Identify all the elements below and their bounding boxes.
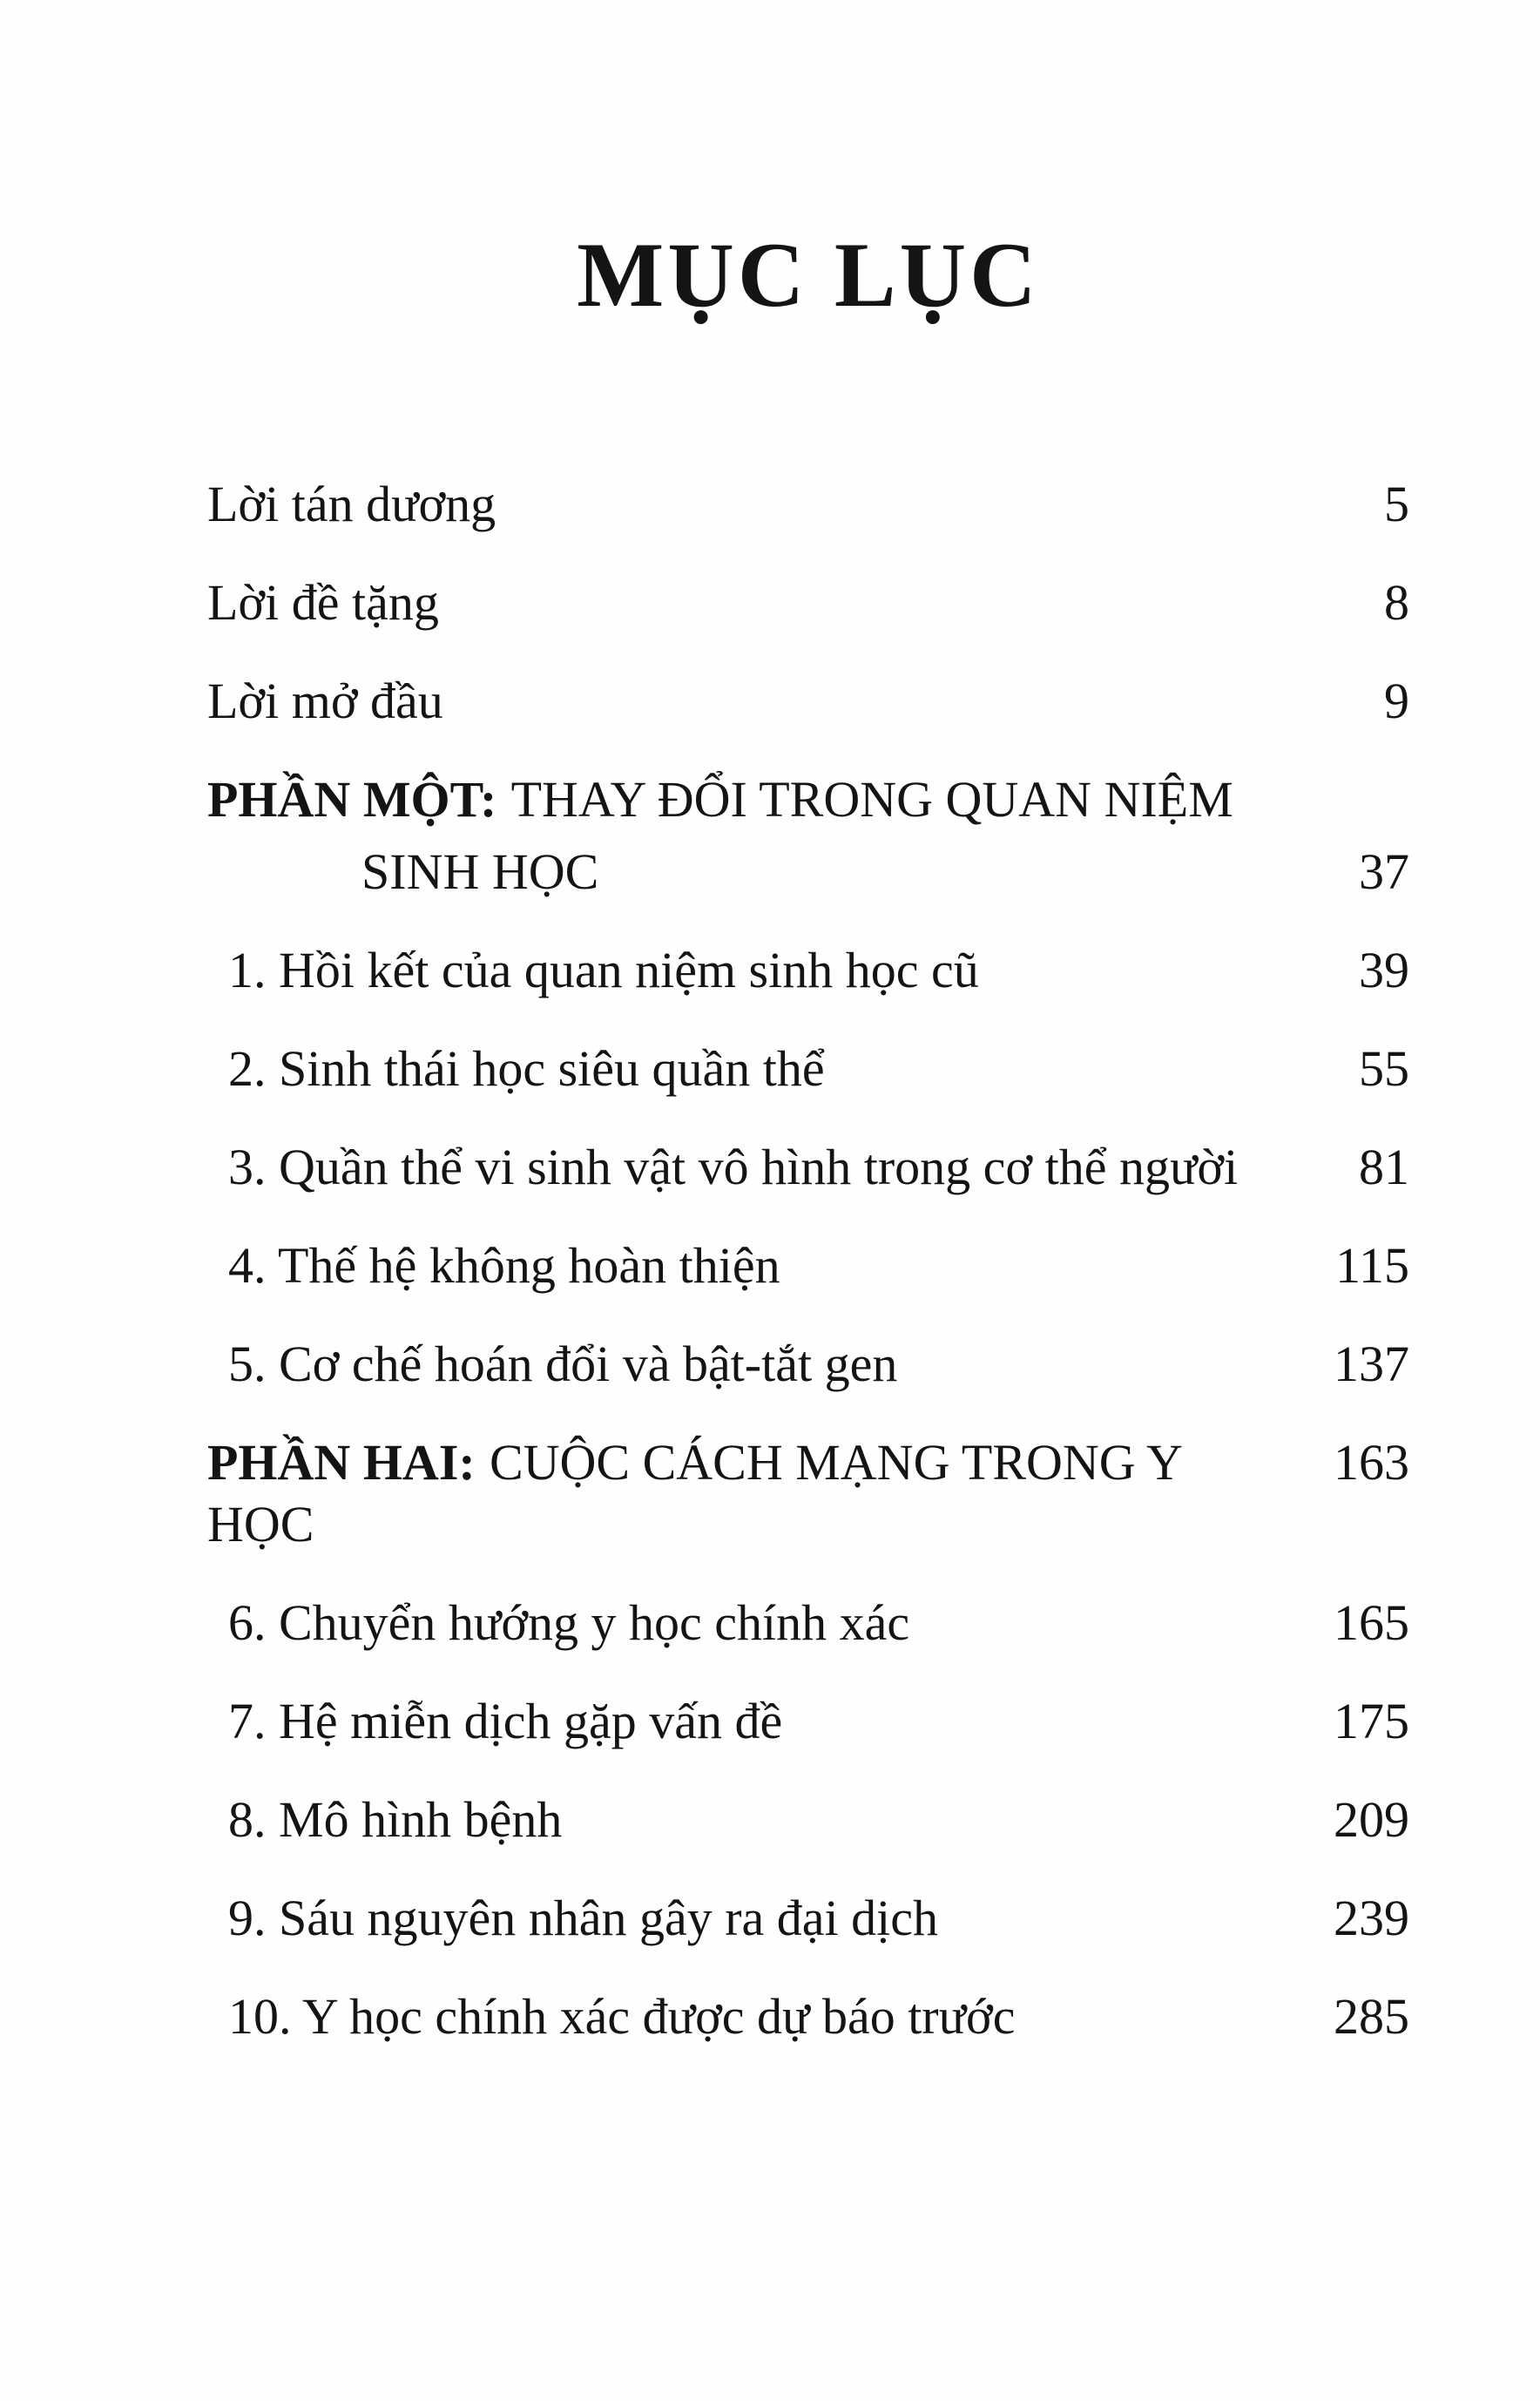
part-heading-line1 [207,1431,1409,1555]
toc-entry-label: 5. Cơ chế hoán đổi và bật-tắt gen [228,1335,898,1392]
part-label: PHẦN HAI: [207,1433,476,1491]
toc-entry-page: 55 [1359,1039,1409,1097]
toc-entry [207,670,1409,732]
toc-entry [207,1985,1409,2047]
part-title: THAY ĐỔI TRONG QUAN NIỆM [510,770,1233,828]
toc-entry-page: 115 [1335,1236,1409,1294]
toc-entry-page: 9 [1384,672,1409,729]
toc-entry-page: 137 [1334,1335,1409,1392]
toc-entry [207,1592,1409,1654]
toc-entry-page: 8 [1384,573,1409,631]
toc-entry-page: 163 [1334,1433,1409,1491]
toc-entry-part-two [207,1431,1409,1555]
toc-entry-label: 3. Quần thể vi sinh vật vô hình trong cơ thể người [228,1138,1239,1195]
toc-entry-page: 239 [1334,1889,1409,1946]
toc-entry-label: Lời mở đầu [207,672,443,729]
toc-entry-page: 5 [1384,475,1409,532]
toc-entry-label: 9. Sáu nguyên nhân gây ra đại dịch [228,1889,939,1946]
toc-entry [207,1038,1409,1099]
toc-entry [207,1887,1409,1949]
part-heading-line1 [207,768,1409,830]
toc-entry-label: 6. Chuyển hướng y học chính xác [228,1593,910,1651]
part-title-continued: SINH HỌC [361,842,599,900]
toc-entry-label: 7. Hệ miễn dịch gặp vấn đề [228,1692,783,1749]
part-heading-text [207,1431,1334,1555]
toc-entry-label: 4. Thế hệ không hoàn thiện [228,1236,780,1294]
toc-entry-page: 37 [1359,842,1409,900]
toc-entry-label: Lời đề tặng [207,573,439,631]
toc-entry [207,939,1409,1001]
toc-entry [207,473,1409,535]
toc-entry [207,1333,1409,1395]
page-title: MỤC LỤC [577,224,1040,326]
toc-entry-label: 10. Y học chính xác được dự báo trước [228,1987,1016,2045]
toc-entry [207,1136,1409,1198]
part-label: PHẦN MỘT: [207,770,497,828]
toc-entry [207,1234,1409,1296]
toc-entry-page: 175 [1334,1692,1409,1749]
toc-entry-label: Lời tán dương [207,475,496,532]
toc-entry-label: 1. Hồi kết của quan niệm sinh học cũ [228,941,979,998]
toc-entry [207,1690,1409,1752]
toc-entry-page: 209 [1334,1790,1409,1848]
toc-entry-page: 39 [1359,941,1409,998]
toc-entry [207,1789,1409,1850]
table-of-contents [207,473,1409,2047]
toc-entry-label: 8. Mô hình bệnh [228,1790,563,1848]
toc-entry [207,572,1409,633]
toc-entry-page: 285 [1334,1987,1409,2045]
toc-entry-part-one [207,768,1409,903]
toc-entry-page: 165 [1334,1593,1409,1651]
part-heading-line2 [207,841,1409,903]
toc-entry-page: 81 [1359,1138,1409,1195]
toc-entry-label: 2. Sinh thái học siêu quần thể [228,1039,825,1097]
part-title: CUỘC CÁCH MẠNG TRONG Y HỌC [207,1433,1181,1552]
